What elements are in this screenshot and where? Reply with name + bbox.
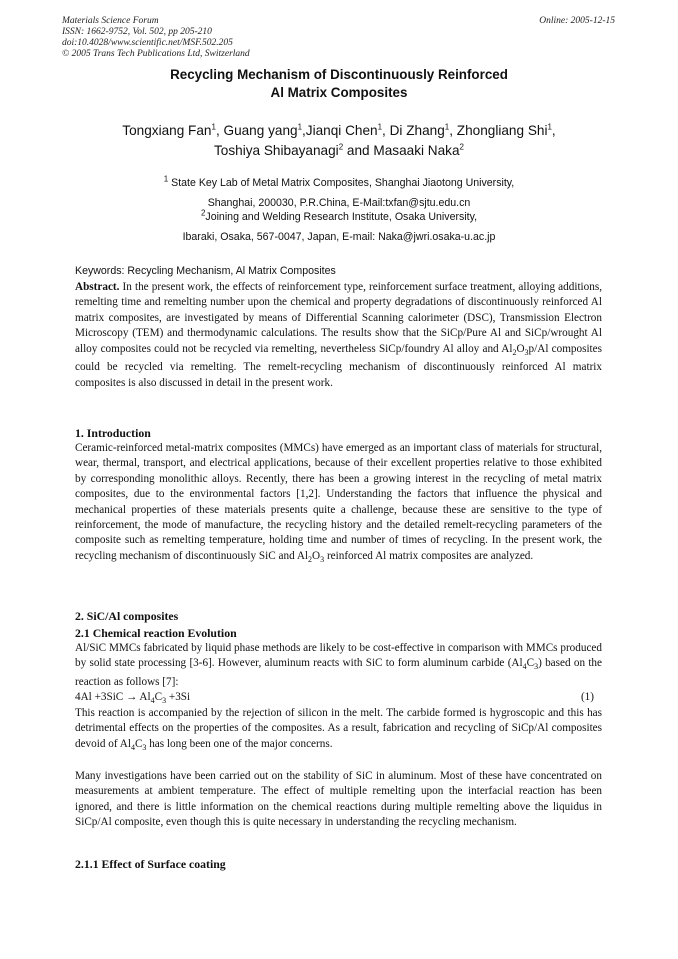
subscript: 4	[522, 662, 527, 672]
author-name: Tongxiang Fan	[122, 123, 212, 138]
section-heading-sic-al: 2. SiC/Al composites	[75, 609, 179, 623]
paragraph-text: Al/SiC MMCs fabricated by liquid phase methods are likely to be cost-effective in comparison with MMCs produced by solid state processing [3-6]. However, aluminum reacts with SiC to form aluminum carbide (Al	[75, 642, 602, 670]
subscript: 3	[524, 347, 529, 357]
author-name: Toshiya Shibayanagi	[214, 143, 339, 158]
author-separator: ,	[551, 123, 556, 138]
authors-line-1	[0, 121, 678, 141]
subscript: 3	[142, 743, 147, 753]
subscript: 4	[130, 743, 135, 753]
authors-line-2	[0, 141, 678, 161]
author-name: , Zhongliang Shi	[449, 123, 548, 138]
online-date: Online: 2005-12-15	[539, 16, 615, 26]
affil-text: State Key Lab of Metal Matrix Composites, Shanghai Jiaotong University,	[168, 177, 515, 189]
reaction-paragraph-3	[75, 769, 602, 831]
paragraph-text: ) based on the reaction as follows [7]:	[75, 657, 602, 689]
reaction-paragraph-2	[75, 706, 602, 755]
affiliation-line-2: Shanghai, 200030, P.R.China, E-Mail:txfan@sjtu.edu.cn	[207, 197, 471, 209]
affil-text: Joining and Welding Research Institute, Osaka University,	[205, 211, 478, 223]
paper-title-line-1: Recycling Mechanism of Discontinuously Reinforced	[170, 67, 508, 82]
subsubsection-heading-surface-coating: 2.1.1 Effect of Surface coating	[75, 857, 226, 871]
author-affil-mark: 2	[459, 142, 464, 152]
author-name: , Di Zhang	[382, 123, 445, 138]
author-affil-mark: 1	[377, 122, 383, 132]
paper-title-line-2: Al Matrix Composites	[270, 85, 408, 100]
subscript: 3	[162, 696, 167, 706]
affiliation-line-4: Ibaraki, Osaka, 567-0047, Japan, E-mail: Naka@jwri.osaka-u.ac.jp	[182, 231, 496, 243]
author-name: and Masaaki Naka	[343, 143, 460, 158]
equation-text: +3Si	[166, 691, 191, 703]
subscript: 2	[308, 555, 313, 565]
abstract-label: Abstract.	[75, 281, 120, 293]
author-affil-mark: 1	[547, 122, 552, 132]
paragraph-text: C	[526, 657, 535, 670]
author-affil-mark: 2	[338, 142, 344, 152]
equation-text: C	[154, 691, 163, 703]
subscript: 3	[534, 662, 539, 672]
paragraph-text: O	[312, 549, 321, 562]
paragraph-text: C	[134, 737, 143, 750]
paragraph-text: Ceramic-reinforced metal-matrix composites (MMCs) have emerged as an important class of materials for structural, wear, thermal, transport, and electrical applications, because of their excellent properties relative to those exhibited by corresponding monolithic alloys. Recently, there has been a growing interest in the recycling of metal matrix composites, due to the environmental factors [1,2]. Understanding the factors that influence the physical and mechanical properties of these materials presents quite a challenge, because these are sensitive to the type of reinforcement, the mode of manufacture, the recycling history and the detailed remelt-recycling parameters of the composite such as remelting temperature, holding time and number of times of recycling. In the present work, the recycling mechanism of discontinuously SiC and Al	[75, 442, 602, 562]
keywords: Keywords: Recycling Mechanism, Al Matrix Composites	[75, 265, 336, 277]
subscript: 3	[320, 555, 325, 565]
affil-mark: 1	[163, 174, 169, 184]
abstract	[75, 280, 602, 391]
section-heading-introduction: 1. Introduction	[75, 426, 151, 440]
affiliation-line-3	[0, 207, 678, 227]
subscript: 4	[150, 696, 155, 706]
paragraph-text: reinforced Al matrix composites are analyzed.	[324, 549, 534, 562]
author-affil-mark: 1	[211, 122, 216, 132]
paragraph-text: This reaction is accompanied by the rejection of silicon in the melt. The carbide formed is hygroscopic and this has detrimental effects on the properties of the composites. As a result, fabrication and recycling of SiCp/Al composites devoid of Al	[75, 707, 602, 750]
introduction-paragraph	[75, 441, 602, 567]
subscript: 2	[512, 347, 517, 357]
abstract-text: O	[516, 342, 525, 355]
equation-number: (1)	[580, 691, 594, 703]
equation-text: 4Al +3SiC → Al	[75, 691, 151, 703]
copyright-line: © 2005 Trans Tech Publications Ltd, Switzerland	[62, 49, 250, 59]
doi-line: doi:10.4028/www.scientific.net/MSF.502.205	[62, 38, 233, 48]
abstract-text: In the present work, the effects of reinforcement type, reinforcement surface treatment, alloying additions, remelting time and remelting number upon the chemical and property degradations of discontinuously reinforced Al matrix composites, are investigated by means of Differential Scanning calorimeter (DSC), Transmission Electron Microscopy (TEM) and thermodynamic calculations. The results show that the SiCp/Pure Al and SiCp/wrought Al alloy composites could not be recycled via remelting, nevertheless SiCp/foundry Al alloy and Al	[75, 281, 602, 355]
paragraph-text: Many investigations have been carried out on the stability of SiC in aluminum. Most of these have concentrated on measurements at ambient temperature. The effect of multiple remelting upon the interfacial reaction has been ignored, and there is little information on the chemical reactions during multiple remelting above the liquidus in SiCp/Al composite, even though this is quite necessary in understanding the recycling mechanism.	[75, 770, 602, 829]
affil-mark: 2	[200, 208, 206, 218]
reaction-paragraph-1	[75, 641, 602, 690]
affiliation-line-1	[0, 173, 678, 193]
author-affil-mark: 1	[297, 122, 303, 132]
issn-line: ISSN: 1662-9752, Vol. 502, pp 205-210	[62, 27, 212, 37]
abstract-text: p/Al composites could be recycled via remelting. The remelt-recycling mechanism of discontinuously reinforced Al matrix composites is also discussed in detail in the present work.	[75, 342, 602, 389]
author-name: , Guang yang	[215, 123, 298, 138]
journal-name: Materials Science Forum	[62, 16, 159, 26]
author-name: ,Jianqi Chen	[302, 123, 378, 138]
author-affil-mark: 1	[444, 122, 450, 132]
subsection-heading-chemical-reaction: 2.1 Chemical reaction Evolution	[75, 626, 237, 640]
paragraph-text: has long been one of the major concerns.	[146, 737, 333, 750]
